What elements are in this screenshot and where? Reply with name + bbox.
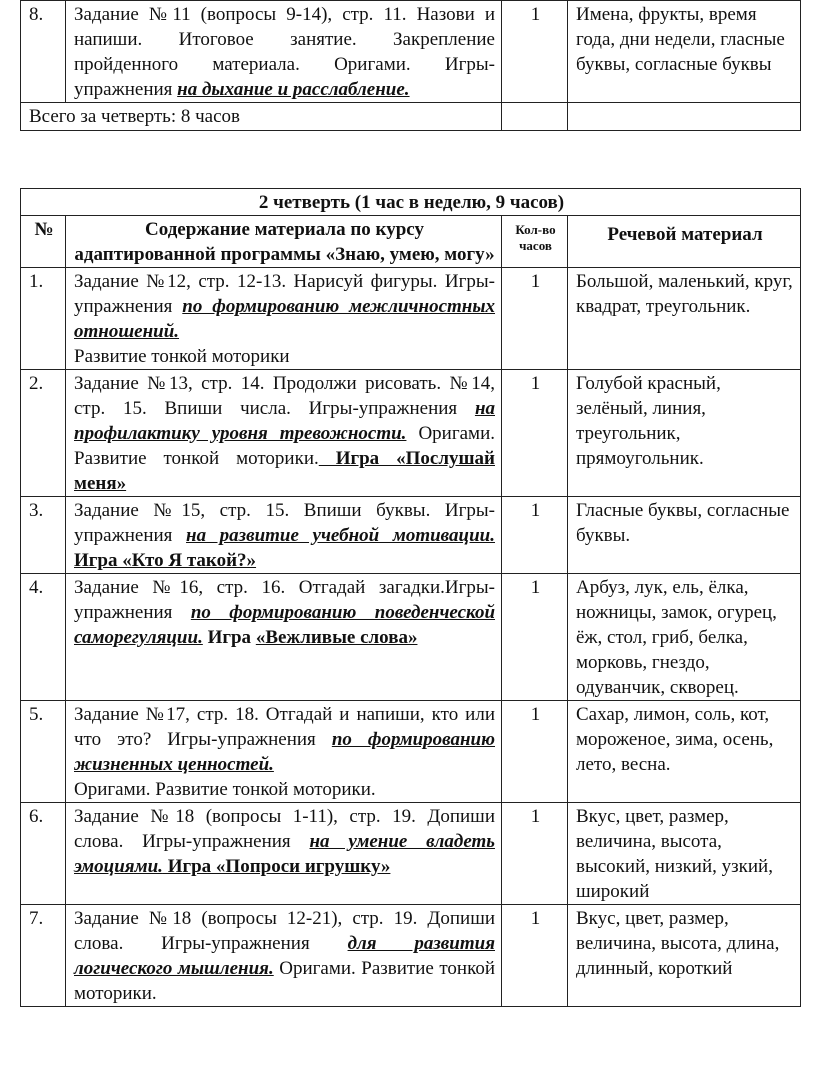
row-content [66,803,502,905]
emphasized-text: по формированию поведенческой саморегуляции. [74,602,496,648]
quarter-title-row [21,189,801,216]
row-number: 8. [21,1,66,103]
row-hours: 1 [502,803,568,905]
row-speech-material: Сахар, лимон, соль, кот, мороженое, зима, осень, лето, весна. [568,701,801,803]
total-empty-cell [568,103,801,131]
header-speech-material: Речевой материал [568,216,801,268]
row-hours: 1 [502,370,568,497]
content-text: Задание №11 (вопросы 9-14), стр. 11. Назови и напиши. Итоговое занятие. Закрепление пройденного материала. Оригами. Игры-упражнения [74,4,495,100]
table-row [21,701,801,803]
emphasized-text: Игра [202,627,256,648]
emphasized-text: по формированию жизненных ценностей. [74,729,495,775]
row-speech-material: Большой, маленький, круг, квадрат, треугольник. [568,268,801,370]
row-number: 7. [21,905,66,1007]
table-row [21,574,801,701]
row-hours: 1 [502,1,568,103]
row-hours: 1 [502,497,568,574]
content-text: Задание №17, стр. 18. Отгадай и напиши, кто или что это? Игры-упражнения [74,704,495,750]
lesson-rows [21,268,801,1007]
row-content [66,268,502,370]
emphasized-text: «Вежливые слова» [255,627,418,648]
content-text: Задание №18 (вопросы 12-21), стр. 19. Допиши слова. Игры-упражнения [74,908,495,954]
row-hours: 1 [502,268,568,370]
content-text: Задание №18 (вопросы 1-11), стр. 19. Допиши слова. Игры-упражнения [74,806,495,852]
emphasized-text: Игра «Кто Я такой?» [74,550,257,571]
row-number: 1. [21,268,66,370]
row-number: 3. [21,497,66,574]
header-hours: Кол-во часов [502,216,568,268]
header-number: № [21,216,66,268]
content-text: Задание №16, стр. 16. Отгадай загадки.Игры-упражнения [74,577,495,623]
row-speech-material: Имена, фрукты, время года, дни недели, гласные буквы, согласные буквы [568,1,801,103]
emphasized-text: на профилактику уровня тревожности. [74,398,495,444]
header-row [21,216,801,268]
content-text: Задание №13, стр. 14. Продолжи рисовать. №14, стр. 15. Впиши числа. Игры-упражнения [74,373,495,419]
table-row [21,370,801,497]
header-content: Содержание материала по курсу адаптированной программы «Знаю, умею, могу» [66,216,502,268]
emphasized-text: на развитие учебной мотивации. [186,525,495,546]
row-hours: 1 [502,905,568,1007]
row-speech-material: Голубой красный, зелёный, линия, треугольник, прямоугольник. [568,370,801,497]
emphasized-text: Игра «Послушай меня» [74,448,495,494]
emphasized-text: Игра «Попроси игрушку» [162,856,391,877]
emphasized-text: для развития логического мышления. [74,933,495,979]
total-hours: Всего за четверть: 8 часов [21,103,502,131]
quarter-title: 2 четверть (1 час в неделю, 9 часов) [21,189,801,216]
row-hours: 1 [502,574,568,701]
emphasized-text: на дыхание и расслабление. [177,79,410,100]
row-number: 4. [21,574,66,701]
row-speech-material: Вкус, цвет, размер, величина, высота, высокий, низкий, узкий, широкий [568,803,801,905]
row-content [66,497,502,574]
row-content [66,370,502,497]
table-row [21,268,801,370]
row-hours: 1 [502,701,568,803]
row-content [66,905,502,1007]
content-text: Оригами. Развитие тонкой моторики. [74,958,496,1004]
row-speech-material: Арбуз, лук, ель, ёлка, ножницы, замок, огурец, ёж, стол, гриб, белка, морковь, гнездо, одуванчик, скворец. [568,574,801,701]
table-row [21,803,801,905]
row-speech-material: Вкус, цвет, размер, величина, высота, длина, длинный, короткий [568,905,801,1007]
table-row [21,905,801,1007]
row-number: 5. [21,701,66,803]
emphasized-text: на умение владеть эмоциями. [74,831,495,877]
emphasized-text: по формированию межличностных отношений. [74,296,496,342]
content-text: Задание №12, стр. 12-13. Нарисуй фигуры. Игры-упражнения [74,271,495,317]
content-text: Оригами. Развитие тонкой моторики. [74,423,495,469]
total-empty-cell [502,103,568,131]
row-content [66,701,502,803]
row-number: 6. [21,803,66,905]
table-row [21,497,801,574]
content-text: Оригами. Развитие тонкой моторики. [74,779,376,800]
row-number: 2. [21,370,66,497]
lesson-table-q2 [20,188,801,1007]
content-text: Развитие тонкой моторики [74,346,290,367]
row-content [66,574,502,701]
row-speech-material: Гласные буквы, согласные буквы. [568,497,801,574]
table-row [21,1,801,103]
lesson-table-q1-end [20,0,801,131]
row-content [66,1,502,103]
total-row [21,103,801,131]
content-text: Задание №15, стр. 15. Впиши буквы. Игры-упражнения [74,500,495,546]
